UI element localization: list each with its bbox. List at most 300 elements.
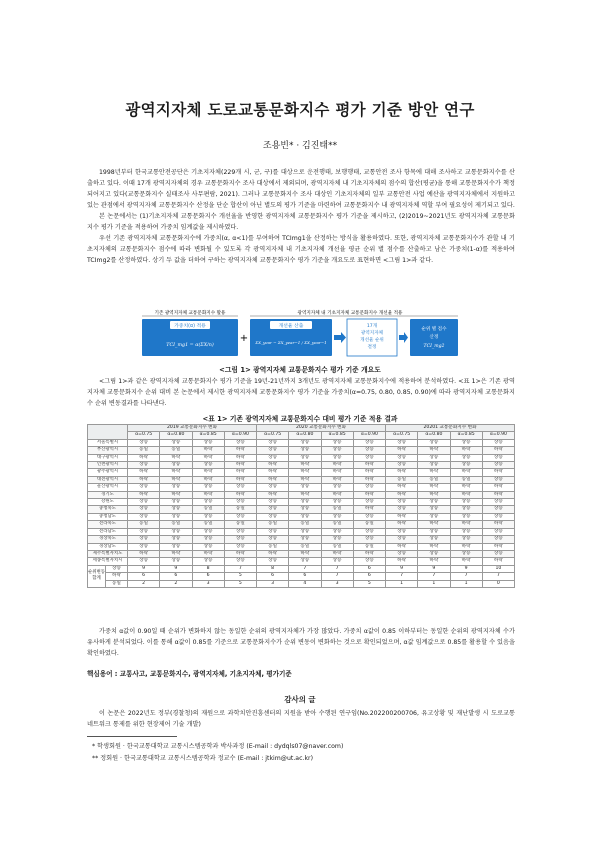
- table-cell: 상승: [257, 454, 289, 461]
- region-name: 경상남도: [88, 543, 128, 550]
- region-name: 서울특별시: [88, 439, 128, 446]
- conclusion-paragraph: 가중치 α값이 0.90일 때 순위가 변화하지 않는 동일한 순위의 광역지자체가 가장 많았다. 가중치 α값이 0.85 이하부터는 동일한 순위의 광역지자체 수가 유사하게 분석되었다. 이를 통해 α값이 0.85를 기준으로 교통문화지수가 순위 변동이 변화하는 것으로 확인되었으며, α값 임계값으로 0.85를 활용할 수 있음을 확인하였다.: [87, 628, 515, 657]
- table-cell: 상승: [160, 439, 192, 446]
- table-row: [88, 506, 515, 513]
- table-cell: 상승: [160, 513, 192, 520]
- table-cell: 3: [257, 580, 289, 587]
- table-cell: 하락: [257, 462, 289, 469]
- results-table: [87, 424, 515, 588]
- table-cell: 상승: [450, 506, 482, 513]
- table-cell: 상승: [482, 462, 514, 469]
- table-cell: 하락: [482, 491, 514, 498]
- table-cell: 상승: [353, 528, 385, 535]
- table-cell: 7: [321, 573, 353, 580]
- table-cell: 7: [321, 565, 353, 572]
- table-row: [88, 484, 515, 491]
- table-cell: 하락: [224, 491, 256, 498]
- rank-box-line-3: 개선율 순위: [360, 338, 384, 343]
- improve-formula: ΣX_year − ΣX_year−1 / ΣX_year−1: [255, 340, 327, 345]
- table-cell: 하락: [224, 476, 256, 483]
- table-cell: 상승: [418, 499, 450, 506]
- alpha-header: α=0.90: [224, 432, 256, 439]
- table-cell: 하락: [289, 469, 321, 476]
- table-cell: 하락: [160, 550, 192, 557]
- footnote-2: ** 정회원 · 한국교통대학교 교통시스템공학과 정교수 (E-mail : jtkim@ut.ac.kr): [92, 755, 313, 762]
- table-cell: 상승: [192, 536, 224, 543]
- table-cell: 상승: [321, 558, 353, 565]
- acknowledgment-text: 이 논문은 2022년도 정부(경찰청)의 재원으로 과학치안진흥센터의 지원을 받아 수행된 연구임(No.202200200706, 유고상황 및 재난발생 시 도로교통 네트워크 통제를 위한 현장제어 기술 개발): [87, 710, 515, 728]
- table-cell: 7: [386, 573, 418, 580]
- rank-box-line-1: 17개: [366, 324, 378, 329]
- table-cell: 상승: [482, 550, 514, 557]
- table-cell: 상승: [257, 439, 289, 446]
- table-cell: 하락: [289, 462, 321, 469]
- year-header: 20201 교통문화지수 변화: [386, 425, 515, 432]
- table-row: [88, 499, 515, 506]
- table-row: [88, 550, 515, 557]
- table-cell: 상승: [418, 454, 450, 461]
- table-cell: 상승: [192, 439, 224, 446]
- table-cell: 상승: [321, 454, 353, 461]
- table-cell: 상승: [289, 558, 321, 565]
- summary-row: [88, 573, 515, 580]
- table-cell: 하락: [192, 469, 224, 476]
- table-cell: 상승: [128, 528, 160, 535]
- alpha-header: α=0.90: [353, 432, 385, 439]
- table-cell: 상승: [450, 439, 482, 446]
- table-cell: 하락: [160, 469, 192, 476]
- table-cell: 하락: [289, 550, 321, 557]
- table-cell: 하락: [386, 513, 418, 520]
- table-row: [88, 491, 515, 498]
- table-cell: 하락: [386, 543, 418, 550]
- table-cell: 상승: [482, 454, 514, 461]
- table-cell: 하락: [192, 454, 224, 461]
- table-cell: 상승: [482, 439, 514, 446]
- intro-paragraph-2: 본 논문에서는 (1)기초지자체 교통문화지수 개선율을 반영한 광역지자체 교통문화지수 평가 기준을 제시하고, (2)2019~2021년도 광역지자체 교통문화지수 평가 기준을 적용하여 가중치 임계값을 제시하였다.: [87, 213, 515, 231]
- table-cell: 8: [192, 565, 224, 572]
- table-cell: 상승: [160, 558, 192, 565]
- table-cell: 상승: [418, 506, 450, 513]
- table-cell: 상승: [257, 528, 289, 535]
- table-cell: 하락: [353, 506, 385, 513]
- table-cell: 상승: [418, 528, 450, 535]
- table-cell: 동일: [450, 476, 482, 483]
- rank-box-line-4: 결정: [367, 345, 377, 350]
- table-cell: 하락: [160, 491, 192, 498]
- year-header: 2019 교통문화지수 변화: [128, 425, 257, 432]
- table-cell: 동일: [418, 476, 450, 483]
- table-cell: 6: [289, 573, 321, 580]
- table-cell: 동일: [224, 521, 256, 528]
- table-cell: 6: [257, 573, 289, 580]
- table-cell: 하락: [321, 469, 353, 476]
- table-cell: 2: [128, 580, 160, 587]
- alpha-header: α=0.80: [160, 432, 192, 439]
- table-row: [88, 528, 515, 535]
- alpha-header: α=0.75: [128, 432, 160, 439]
- table-cell: 하락: [418, 558, 450, 565]
- table-cell: 9: [128, 565, 160, 572]
- table-cell: 상승: [321, 439, 353, 446]
- table-cell: 상승: [128, 484, 160, 491]
- table-cell: 하락: [321, 491, 353, 498]
- table-cell: 6: [128, 573, 160, 580]
- table-cell: 하락: [353, 476, 385, 483]
- table-cell: 7: [224, 565, 256, 572]
- table-cell: 상승: [418, 439, 450, 446]
- year-header: 2020 교통문화지수 변화: [257, 425, 386, 432]
- table-cell: 상승: [224, 439, 256, 446]
- table-cell: 동일: [192, 521, 224, 528]
- table-cell: 동일: [353, 543, 385, 550]
- table-cell: 상승: [192, 513, 224, 520]
- region-name: 전라북도: [88, 521, 128, 528]
- table-cell: 상승: [128, 506, 160, 513]
- improve-box-label: 개선율 산출: [278, 324, 304, 329]
- table-row: [88, 469, 515, 476]
- table-cell: 상승: [482, 528, 514, 535]
- table-cell: 상승: [450, 454, 482, 461]
- weight-formula: TCI_mg1 = α(ΣX/n): [166, 343, 214, 348]
- table-cell: 상승: [192, 558, 224, 565]
- table-cell: 하락: [160, 476, 192, 483]
- table-cell: 상승: [289, 513, 321, 520]
- table-cell: 하락: [257, 550, 289, 557]
- table-cell: 하락: [482, 447, 514, 454]
- table-cell: 상승: [353, 454, 385, 461]
- table-cell: 상승: [289, 447, 321, 454]
- table-cell: 상승: [224, 543, 256, 550]
- table-cell: 하락: [386, 558, 418, 565]
- table-cell: 상승: [224, 558, 256, 565]
- table-cell: 하락: [224, 454, 256, 461]
- table-cell: 6: [353, 573, 385, 580]
- table-cell: 하락: [224, 462, 256, 469]
- region-name: 충청남도: [88, 513, 128, 520]
- table-cell: 상승: [160, 543, 192, 550]
- table-cell: 하락: [482, 558, 514, 565]
- arrow-icon: [399, 332, 408, 343]
- table-cell: 6: [160, 573, 192, 580]
- table-cell: 상승: [257, 484, 289, 491]
- table-cell: 1: [386, 580, 418, 587]
- table-cell: 하락: [450, 543, 482, 550]
- table-cell: 상승: [224, 513, 256, 520]
- score-box-line-2: 산정: [429, 335, 439, 340]
- table-cell: 6: [192, 573, 224, 580]
- table-cell: 상승: [160, 462, 192, 469]
- table-cell: 상승: [386, 454, 418, 461]
- table-cell: 하락: [386, 491, 418, 498]
- table-cell: 8: [257, 565, 289, 572]
- framework-diagram: [140, 308, 460, 358]
- table-cell: 동일: [160, 521, 192, 528]
- table-cell: 동일: [160, 447, 192, 454]
- table-cell: 하락: [482, 484, 514, 491]
- table-cell: 상승: [192, 484, 224, 491]
- table-cell: 5: [224, 580, 256, 587]
- table-cell: 상승: [321, 528, 353, 535]
- table-cell: 상승: [418, 536, 450, 543]
- table-cell: 상승: [386, 499, 418, 506]
- table-caption: <표 1> 기존 광역지자체 교통문화지수 대비 평가 기준 적용 결과: [202, 415, 398, 423]
- table-cell: 동일: [386, 476, 418, 483]
- arrow-icon: [334, 332, 346, 343]
- alpha-header: α=0.85: [450, 432, 482, 439]
- table-cell: 하락: [418, 447, 450, 454]
- table-cell: 상승: [289, 528, 321, 535]
- table-cell: 상승: [418, 462, 450, 469]
- table-cell: 상승: [289, 506, 321, 513]
- table-cell: 동일: [353, 521, 385, 528]
- table-cell: 하락: [224, 469, 256, 476]
- table-cell: 동일: [257, 521, 289, 528]
- alpha-header: α=0.80: [418, 432, 450, 439]
- table-row: [88, 543, 515, 550]
- acknowledgment-title: 감사의 글: [284, 695, 316, 704]
- table-cell: 7: [482, 573, 514, 580]
- table-cell: 상승: [128, 543, 160, 550]
- diagram-right-header: 광역지자체 내 기초지자체 교통문화지수 개선율 적용: [297, 311, 403, 316]
- table-cell: 하락: [128, 476, 160, 483]
- table-cell: 하락: [482, 521, 514, 528]
- table-cell: 하락: [321, 462, 353, 469]
- table-cell: 7: [418, 573, 450, 580]
- table-cell: 3: [192, 580, 224, 587]
- conclusion-section: [87, 626, 515, 659]
- table-cell: 9: [450, 565, 482, 572]
- table-cell: 하락: [257, 491, 289, 498]
- region-name: 울산광역시: [88, 484, 128, 491]
- summary-row: [88, 565, 515, 572]
- table-cell: 상승: [353, 484, 385, 491]
- table-cell: 상승: [257, 506, 289, 513]
- table-cell: 동일: [321, 506, 353, 513]
- table-cell: 상승: [128, 462, 160, 469]
- table-cell: 상승: [321, 484, 353, 491]
- table-cell: 동일: [128, 521, 160, 528]
- table-cell: 상승: [160, 528, 192, 535]
- region-name: 부산광역시: [88, 447, 128, 454]
- diagram-left-header: 기존 광역지자체 교통문화지수 활용: [154, 311, 226, 316]
- table-cell: 상승: [224, 484, 256, 491]
- table-cell: 하락: [289, 476, 321, 483]
- summary-label: 순위변동 합계: [88, 565, 106, 587]
- table-row: [88, 536, 515, 543]
- table-cell: 상승: [353, 536, 385, 543]
- table-cell: 하락: [450, 447, 482, 454]
- table-cell: 동일: [128, 447, 160, 454]
- table-cell: 하락: [321, 476, 353, 483]
- region-name: 전라남도: [88, 528, 128, 535]
- table-cell: 상승: [289, 536, 321, 543]
- rank-box-line-2: 광역지자체: [360, 331, 384, 336]
- table-cell: 상승: [257, 499, 289, 506]
- table-cell: 상승: [482, 476, 514, 483]
- table-cell: 3: [321, 580, 353, 587]
- table-cell: 상승: [321, 536, 353, 543]
- table-cell: 상승: [482, 513, 514, 520]
- score-box-line-1: 순위 별 점수: [421, 327, 447, 332]
- analysis-paragraph: <그림 1>과 같은 광역지자체 교통문화지수 평가 기준을 19년-21년까지 3개년도 광역지자체 교통문화지수에 적용하여 분석하였다. <표 1>은 기존 광역지자체 교통문화지수 순위 대비 본 논문에서 제시한 광역지자체 교통문화지수 평가 기준을 가중치(α=0.75, 0.80, 0.85, 0.90)에 따라 광역지자체 교통문화지수 순위 변동결과를 나타낸다.: [87, 378, 515, 407]
- analysis-section: [87, 376, 515, 409]
- table-cell: 4: [289, 580, 321, 587]
- table-cell: 하락: [353, 550, 385, 557]
- table-cell: 9: [418, 565, 450, 572]
- table-cell: 상승: [224, 536, 256, 543]
- table-cell: 2: [160, 580, 192, 587]
- table-cell: 상승: [386, 506, 418, 513]
- table-row: [88, 447, 515, 454]
- table-cell: 동일: [192, 506, 224, 513]
- table-cell: 하락: [289, 491, 321, 498]
- table-cell: 상승: [386, 550, 418, 557]
- table-cell: 상승: [160, 506, 192, 513]
- table-cell: 상승: [128, 536, 160, 543]
- author-list: 조용빈* · 김진태**: [262, 141, 338, 151]
- table-cell: 하락: [418, 543, 450, 550]
- table-cell: 상승: [128, 499, 160, 506]
- table-cell: 1: [418, 580, 450, 587]
- table-cell: 하락: [353, 462, 385, 469]
- table-cell: 동일: [289, 521, 321, 528]
- table-cell: 상승: [386, 536, 418, 543]
- table-cell: 상승: [353, 447, 385, 454]
- table-cell: 상승: [386, 528, 418, 535]
- summary-name: 동일: [106, 580, 128, 587]
- score-box-line-3: TCI_mg2: [423, 344, 445, 349]
- table-cell: 상승: [450, 499, 482, 506]
- table-cell: 상승: [450, 513, 482, 520]
- alpha-header: α=0.75: [386, 432, 418, 439]
- acknowledgment-section: [87, 708, 515, 730]
- region-name: 대전광역시: [88, 476, 128, 483]
- table-cell: 상승: [418, 550, 450, 557]
- table-cell: 상승: [289, 454, 321, 461]
- table-cell: 하락: [321, 550, 353, 557]
- table-row: [88, 462, 515, 469]
- table-cell: 상승: [450, 550, 482, 557]
- table-cell: 하락: [386, 447, 418, 454]
- table-row: [88, 558, 515, 565]
- table-cell: 상승: [224, 528, 256, 535]
- table-row: [88, 476, 515, 483]
- table-row: [88, 521, 515, 528]
- footnote-divider: [87, 736, 177, 737]
- table-cell: 9: [160, 565, 192, 572]
- table-cell: 상승: [257, 558, 289, 565]
- table-cell: 상승: [321, 499, 353, 506]
- figure-caption: <그림 1> 광역지자체 교통문화지수 평가 기준 개요도: [219, 366, 381, 374]
- table-cell: 하락: [450, 469, 482, 476]
- table-cell: 하락: [192, 447, 224, 454]
- table-cell: 상승: [160, 484, 192, 491]
- table-cell: 동일: [321, 521, 353, 528]
- table-cell: 10: [482, 565, 514, 572]
- table-row: [88, 439, 515, 446]
- table-cell: 하락: [418, 521, 450, 528]
- table-cell: 하락: [257, 469, 289, 476]
- table-cell: 상승: [289, 439, 321, 446]
- table-cell: 하락: [450, 491, 482, 498]
- table-cell: 하락: [482, 469, 514, 476]
- intro-section: [87, 167, 515, 266]
- table-cell: 6: [353, 565, 385, 572]
- table-cell: 상승: [128, 439, 160, 446]
- table-cell: 상승: [482, 506, 514, 513]
- table-cell: 상승: [289, 484, 321, 491]
- table-cell: 상승: [257, 513, 289, 520]
- table-cell: 상승: [418, 513, 450, 520]
- region-name: 광주광역시: [88, 469, 128, 476]
- table-row: [88, 513, 515, 520]
- region-name: 제주특별자치도: [88, 550, 128, 557]
- table-cell: 하락: [192, 550, 224, 557]
- table-cell: 하락: [450, 558, 482, 565]
- alpha-header: α=0.90: [482, 432, 514, 439]
- alpha-header: α=0.85: [321, 432, 353, 439]
- table-row: [88, 454, 515, 461]
- table-cell: 하락: [224, 447, 256, 454]
- table-cell: 상승: [160, 536, 192, 543]
- table-cell: 하락: [128, 454, 160, 461]
- table-cell: 1: [450, 580, 482, 587]
- table-cell: 상승: [450, 462, 482, 469]
- table-cell: 0: [482, 580, 514, 587]
- table-cell: 동일: [289, 543, 321, 550]
- table-cell: 7: [289, 565, 321, 572]
- keywords: 핵심용어 : 교통사고, 교통문화지수, 광역지자체, 기초지자체, 평가기준: [87, 670, 292, 678]
- corner-cell: [88, 425, 128, 440]
- table-cell: 9: [386, 565, 418, 572]
- region-name: 세종특별자치시: [88, 558, 128, 565]
- weight-box-label: 가중치(α) 적용: [174, 324, 206, 329]
- table-cell: 상승: [257, 447, 289, 454]
- table-cell: 상승: [160, 499, 192, 506]
- table-cell: 상승: [192, 462, 224, 469]
- alpha-header: α=0.75: [257, 432, 289, 439]
- table-cell: 하락: [418, 469, 450, 476]
- table-cell: 하락: [450, 521, 482, 528]
- table-cell: 상승: [482, 499, 514, 506]
- table-cell: 상승: [353, 558, 385, 565]
- paper-title: 광역지자체 도로교통문화지수 평가 기준 방안 연구: [125, 101, 475, 119]
- table-cell: 5: [224, 573, 256, 580]
- region-name: 경기도: [88, 491, 128, 498]
- table-cell: 상승: [386, 439, 418, 446]
- table-cell: 하락: [386, 521, 418, 528]
- table-cell: 하락: [353, 469, 385, 476]
- plus-sign: +: [239, 333, 249, 344]
- table-cell: 상승: [224, 499, 256, 506]
- intro-paragraph-3: 우선 기존 광역지자체 교통문화지수에 가중치(α, α<1)를 부여하여 TCImg1을 산정하는 방식을 활용하였다. 또한, 광역지자체 교통문화지수가 관할 내 기초지자체의 교통문화지수 점수에 따라 변화될 수 있도록 각 광역지자체 내 기초지자체 개선율 평균 순위 별 점수를 산출하고 남은 가중치(1-α)를 적용하여 TCImg2를 산정하였다. 상기 두 값을 더하여 구하는 광역지자체 교통문화지수 평가 기준을 개요도로 표현하면 <그림 1>과 같다.: [87, 235, 515, 264]
- table-cell: 하락: [224, 550, 256, 557]
- intro-paragraph-1: 1998년부터 한국교통안전공단은 기초지자체(229개 시, 군, 구)를 대상으로 운전행태, 보행행태, 교통안전 조사 항목에 대해 조사하고 교통문화지수를 산출하고 있다. 이때 17개 광역지자체의 경우 교통문화지수 조사 대상에서 제외되며, 광역지자체 내 기초지자체의 점수의 합산(평균)을 통해 교통문화지수가 책정되어지고 있다(교통문화지수 실태조사 사무편람, 2021). 그러나 교통문화지수 조사 대상인 기초지자체의 일부 교통안전 사업 예산을 광역지자체에서 지원하고 있는 관점에서 광역지자체 교통문화지수 산정을 단순 합산이 아닌 별도의 평가 기준을 마련하여 교통문화지수 내 광역지자체 역할 부여 필요성이 제기되고 있다.: [87, 169, 515, 209]
- table-cell: 상승: [192, 528, 224, 535]
- table-cell: 동일: [321, 543, 353, 550]
- table-cell: 5: [353, 580, 385, 587]
- table-cell: 하락: [128, 491, 160, 498]
- table-cell: 상승: [353, 499, 385, 506]
- table-cell: 상승: [482, 536, 514, 543]
- table-cell: 상승: [289, 499, 321, 506]
- table-cell: 하락: [418, 484, 450, 491]
- table-cell: 동일: [224, 506, 256, 513]
- table-cell: 상승: [257, 536, 289, 543]
- table-cell: 하락: [128, 550, 160, 557]
- table-cell: 하락: [418, 491, 450, 498]
